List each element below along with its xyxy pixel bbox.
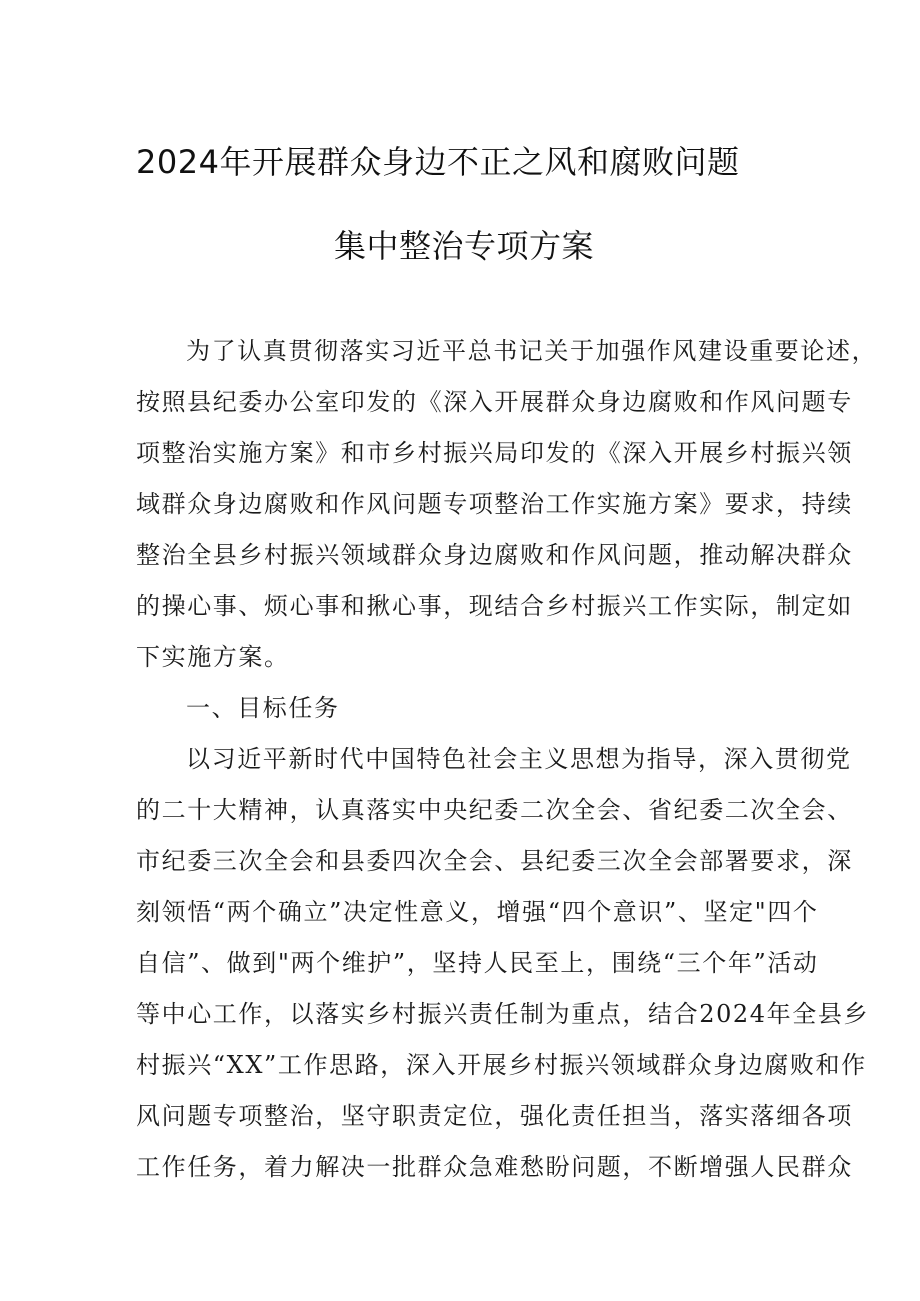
paragraph-2-line: 以习近平新时代中国特色社会主义思想为指导，深入贯彻党	[186, 745, 852, 773]
paragraph-2-line: 市纪委三次全会和县委四次全会、县纪委三次全会部署要求，深	[136, 847, 853, 875]
paragraph-1-line: 为了认真贯彻落实习近平总书记关于加强作风建设重要论述，	[186, 337, 878, 365]
paragraph-2-line: 自信”、做到"两个维护”，坚持人民至上，围绕“三个年”活动	[136, 949, 819, 977]
document-title-line-1: 2024年开展群众身边不正之风和腐败问题	[136, 143, 740, 181]
paragraph-2-line: 等中心工作，以落实乡村振兴责任制为重点，结合2024年全县乡	[136, 1000, 870, 1028]
paragraph-1-line: 的操心事、烦心事和揪心事，现结合乡村振兴工作实际，制定如	[136, 592, 853, 620]
paragraph-2-line: 的二十大精神，认真落实中央纪委二次全会、省纪委二次全会、	[136, 796, 853, 824]
paragraph-1-line: 项整治实施方案》和市乡村振兴局印发的《深入开展乡村振兴领	[136, 439, 853, 467]
document-title-line-2: 集中整治专项方案	[333, 227, 594, 265]
paragraph-2-line: 村振兴“XX”工作思路，深入开展乡村振兴领域群众身边腐败和作	[136, 1051, 867, 1079]
paragraph-1-line: 域群众身边腐败和作风问题专项整治工作实施方案》要求，持续	[136, 490, 853, 518]
paragraph-1-line: 整治全县乡村振兴领域群众身边腐败和作风问题，推动解决群众	[136, 541, 853, 569]
paragraph-2-line: 工作任务，着力解决一批群众急难愁盼问题，不断增强人民群众	[136, 1153, 853, 1181]
section-heading: 一、目标任务	[186, 694, 340, 722]
paragraph-1-line: 按照县纪委办公室印发的《深入开展群众身边腐败和作风问题专	[136, 388, 853, 416]
paragraph-2-line: 刻领悟“两个确立”决定性意义，增强“四个意识”、坚定"四个	[136, 898, 819, 926]
paragraph-1-line: 下实施方案。	[136, 643, 290, 671]
paragraph-2-line: 风问题专项整治，坚守职责定位，强化责任担当，落实落细各项	[136, 1102, 853, 1130]
